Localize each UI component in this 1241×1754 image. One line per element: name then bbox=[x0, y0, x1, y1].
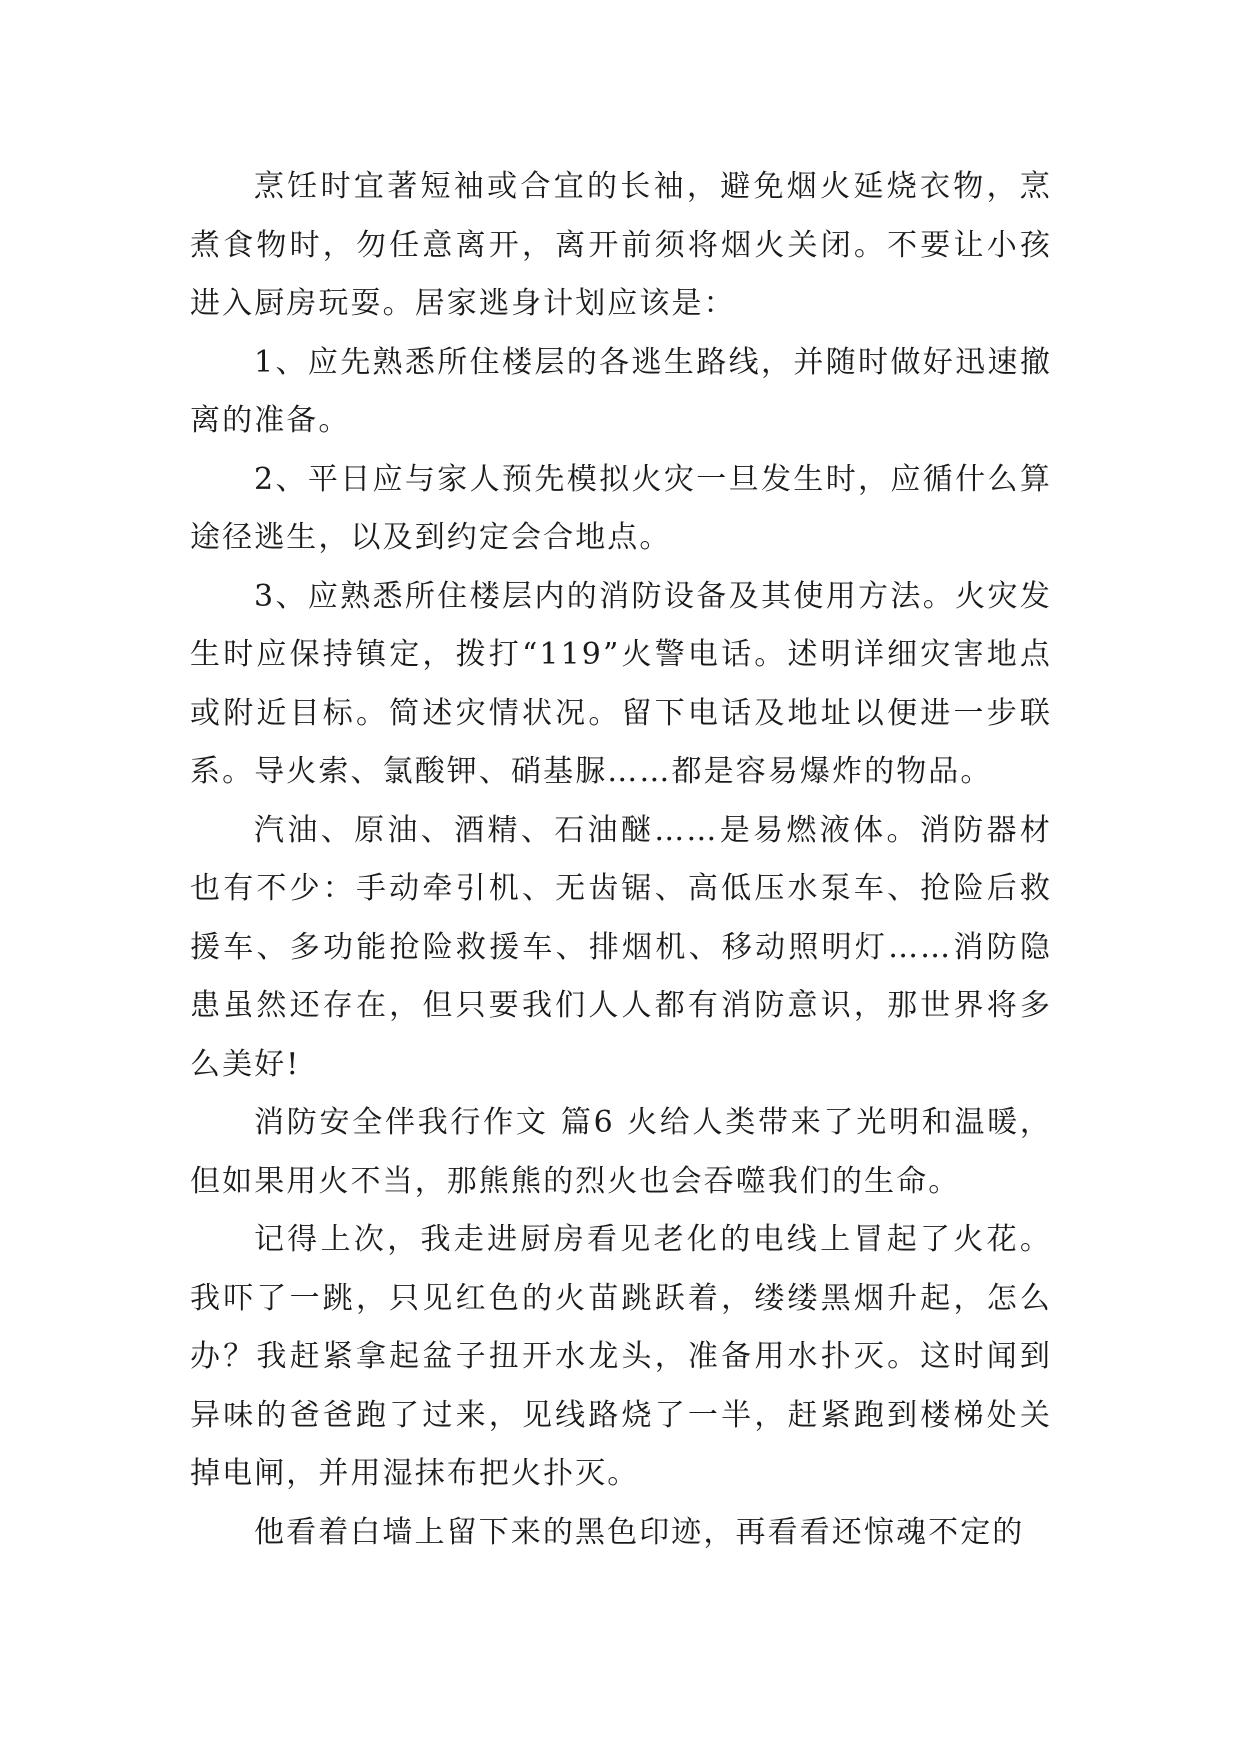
paragraph-escape-plan-1: 1、应先熟悉所住楼层的各逃生路线，并随时做好迅速撤离的准备。 bbox=[190, 344, 1052, 438]
paragraph-cooking-safety: 烹饪时宜著短袖或合宜的长袖，避免烟火延烧衣物，烹煮食物时，勿任意离开，离开前须将烟火关闭。不要让小孩进入厨房玩耍。居家逃身计划应该是： bbox=[190, 169, 1052, 321]
paragraph-father-reaction: 他看着白墙上留下来的黑色印迹，再看看还惊魂不定的 bbox=[254, 1514, 1025, 1550]
paragraph-escape-plan-3: 3、应熟悉所住楼层内的消防设备及其使用方法。火灾发生时应保持镇定，拨打“119”火警电话。述明详细灾害地点或附近目标。简述灾情状况。留下电话及地址以便进一步联系。导火索、氯酸钾、硝基脲……都是容易爆炸的物品。 bbox=[190, 578, 1052, 789]
document-page bbox=[190, 158, 1052, 1562]
paragraph-kitchen-fire-story: 记得上次，我走进厨房看见老化的电线上冒起了火花。我吓了一跳，只见红色的火苗跳跃着，缕缕黑烟升起，怎么办？我赶紧拿起盆子扭开水龙头，准备用水扑灭。这时闻到异味的爸爸跑了过来，见线路烧了一半，赶紧跑到楼梯处关掉电闸，并用湿抹布把火扑灭。 bbox=[190, 1222, 1052, 1491]
paragraph-essay-6-opening: 消防安全伴我行作文 篇6 火给人类带来了光明和温暖，但如果用火不当，那熊熊的烈火也会吞噬我们的生命。 bbox=[190, 1105, 1052, 1199]
paragraph-flammable-liquids: 汽油、原油、酒精、石油醚……是易燃液体。消防器材也有不少：手动牵引机、无齿锯、高低压水泵车、抢险后救援车、多功能抢险救援车、排烟机、移动照明灯……消防隐患虽然还存在，但只要我们人人都有消防意识，那世界将多么美好! bbox=[190, 812, 1052, 1082]
paragraph-escape-plan-2: 2、平日应与家人预先模拟火灾一旦发生时，应循什么算途径逃生，以及到约定会合地点。 bbox=[190, 461, 1052, 555]
